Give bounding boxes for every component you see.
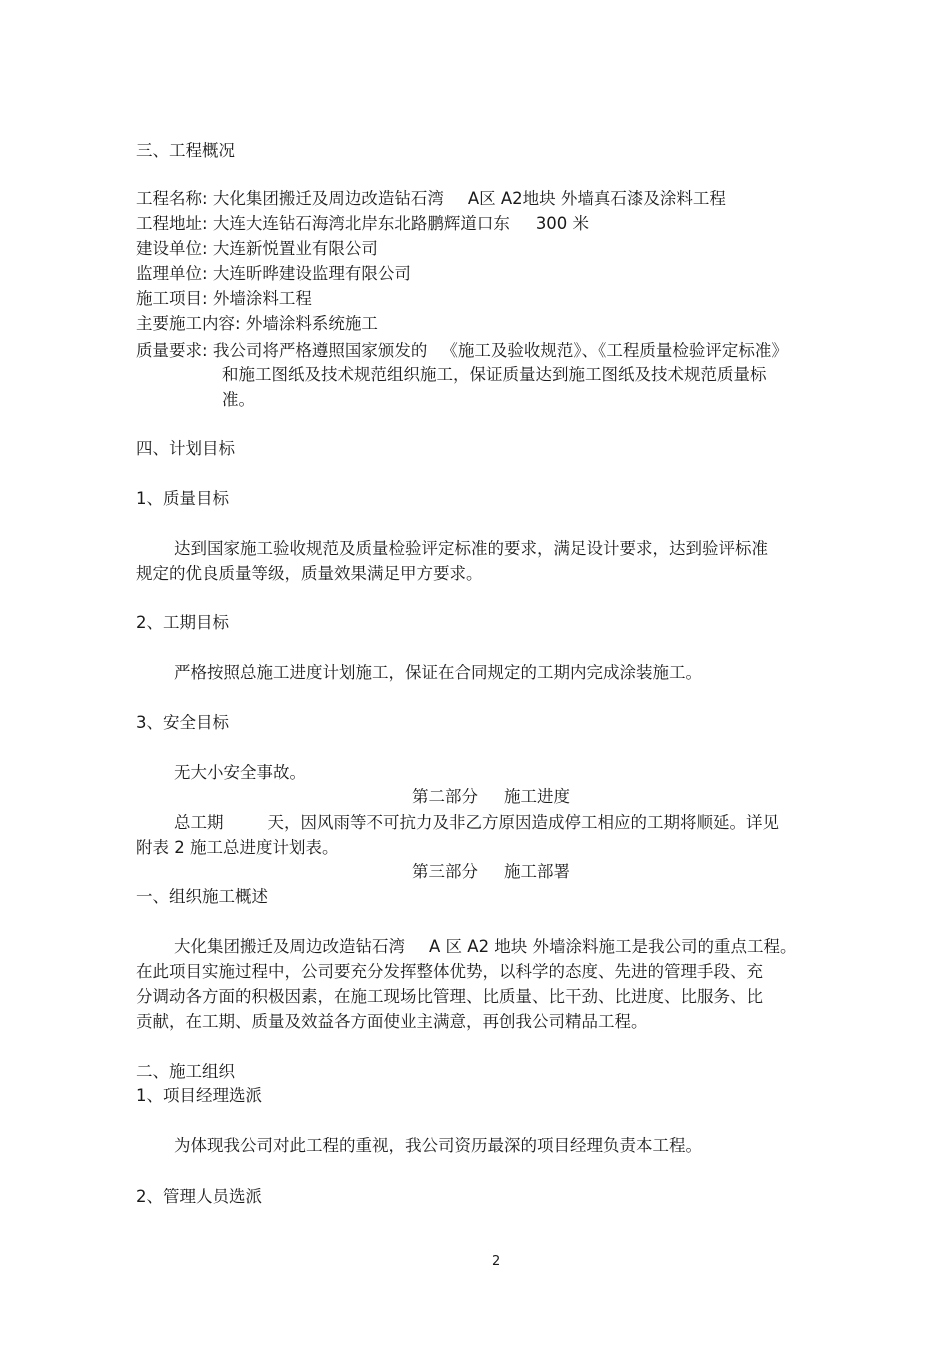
org-overview-line1	[174, 936, 797, 958]
quality-goal-line1: 达到国家施工验收规范及质量检验评定标准的要求，满足设计要求，达到验评标准	[174, 539, 768, 558]
project-name-label: 工程名称:	[136, 189, 208, 208]
schedule-goal-text: 严格按照总施工进度计划施工，保证在合同规定的工期内完成涂装施工。	[174, 663, 702, 682]
schedule-total-label: 总工期	[174, 813, 224, 832]
org-overview-line3: 分调动各方面的积极因素，在施工现场比管理、比质量、比干劲、比进度、比服务、比	[136, 987, 763, 1006]
quality-goal-heading: 1、质量目标	[136, 489, 229, 508]
builder-value: 大连新悦置业有限公司	[212, 239, 378, 258]
org-overview-line4: 贡献，在工期、质量及效益各方面使业主满意，再创我公司精品工程。	[136, 1012, 648, 1031]
project-address-label: 工程地址:	[136, 214, 208, 233]
part3-name: 施工部署	[504, 862, 570, 881]
org-overview-line1b: A 区 A2 地块 外墙涂料施工是我公司的重点工程。	[429, 937, 797, 956]
safety-goal-heading: 3、安全目标	[136, 713, 229, 732]
quality-requirement-label: 质量要求:	[136, 341, 208, 360]
part3-title	[412, 861, 570, 883]
safety-goal-text: 无大小安全事故。	[174, 763, 306, 782]
supervisor-value: 大连昕晔建设监理有限公司	[212, 264, 411, 283]
pm-selection-heading: 1、项目经理选派	[136, 1086, 262, 1105]
construction-item-value: 外墙涂料工程	[212, 289, 312, 308]
project-name-part1: 大化集团搬迁及周边改造钻石湾	[212, 189, 444, 208]
section-heading-project-overview: 三、工程概况	[136, 141, 235, 160]
schedule-goal-heading: 2、工期目标	[136, 613, 229, 632]
construction-org-heading: 二、施工组织	[136, 1062, 235, 1081]
builder-line	[136, 238, 378, 260]
quality-goal-line2: 规定的优良质量等级，质量效果满足甲方要求。	[136, 564, 483, 583]
quality-requirement-line2: 和施工图纸及技术规范组织施工，保证质量达到施工图纸及技术规范质量标	[222, 365, 767, 384]
schedule-line2: 附表 2 施工总进度计划表。	[136, 838, 339, 857]
part2-name: 施工进度	[504, 787, 570, 806]
quality-requirement-text1b: 《施工及验收规范》、《工程质量检验评定标准》	[441, 341, 788, 360]
main-content-value: 外墙涂料系统施工	[245, 314, 378, 333]
project-name-line	[136, 188, 726, 210]
staff-selection-heading: 2、管理人员选派	[136, 1187, 262, 1206]
supervisor-label: 监理单位:	[136, 264, 208, 283]
page-number: 2	[492, 1254, 501, 1269]
org-overview-line2: 在此项目实施过程中，公司要充分发挥整体优势，以科学的态度、先进的管理手段、充	[136, 962, 763, 981]
builder-label: 建设单位:	[136, 239, 208, 258]
construction-item-label: 施工项目:	[136, 289, 208, 308]
project-address-part1: 大连大连钻石海湾北岸东北路鹏辉道口东	[212, 214, 510, 233]
org-overview-line1a: 大化集团搬迁及周边改造钻石湾	[174, 937, 405, 956]
part2-title	[412, 786, 570, 808]
main-content-line	[136, 313, 378, 335]
main-content-label: 主要施工内容:	[136, 314, 241, 333]
quality-requirement-text1a: 我公司将严格遵照国家颁发的	[212, 341, 428, 360]
schedule-line1-text: 天，因风雨等不可抗力及非乙方原因造成停工相应的工期将顺延。详见	[267, 813, 779, 832]
org-overview-heading: 一、组织施工概述	[136, 887, 268, 906]
project-name-part2: A区 A2地块 外墙真石漆及涂料工程	[467, 189, 726, 208]
project-address-line	[136, 213, 589, 235]
schedule-line1	[174, 812, 779, 834]
quality-requirement-line3: 准。	[222, 390, 255, 409]
section-heading-plan-goals: 四、计划目标	[136, 439, 235, 458]
quality-requirement-line1	[136, 340, 788, 362]
part3-number: 第三部分	[412, 862, 478, 881]
project-address-part2: 300 米	[535, 214, 590, 233]
supervisor-line	[136, 263, 411, 285]
part2-number: 第二部分	[412, 787, 478, 806]
construction-item-line	[136, 288, 312, 310]
pm-selection-text: 为体现我公司对此工程的重视，我公司资历最深的项目经理负责本工程。	[174, 1136, 702, 1155]
